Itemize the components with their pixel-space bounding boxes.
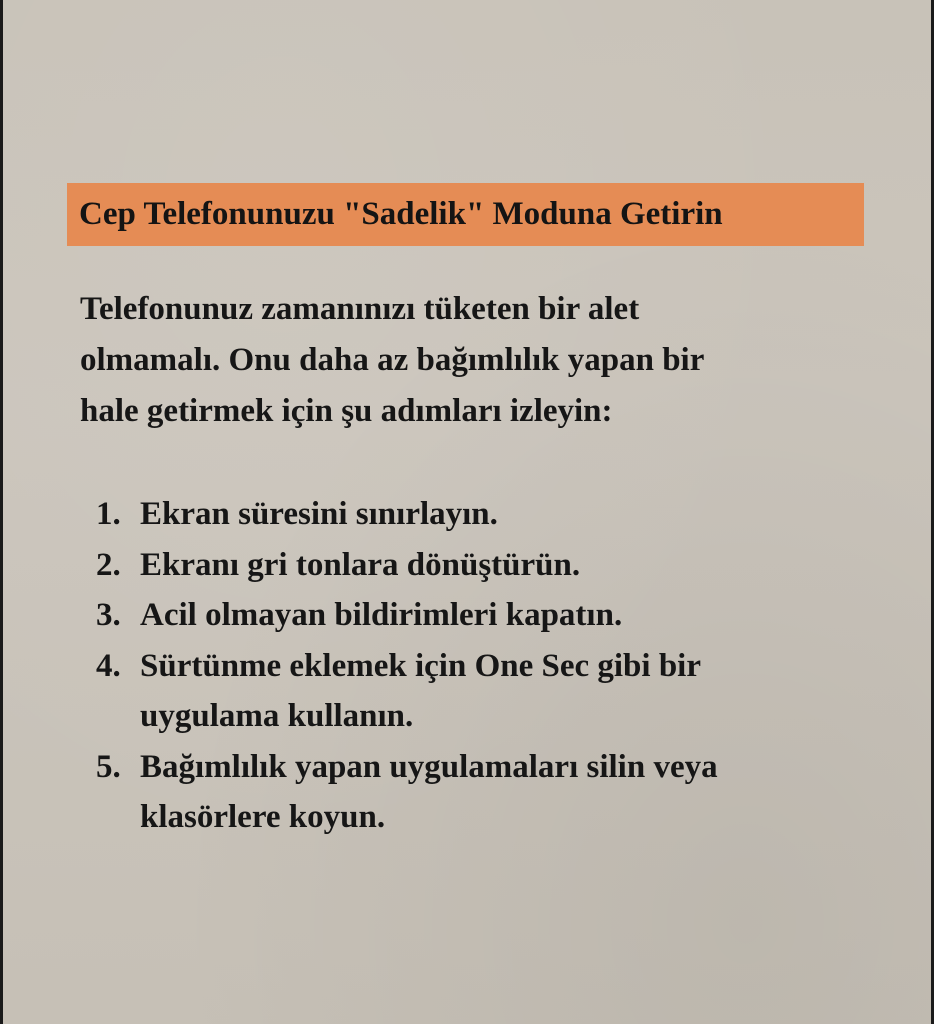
step-number: 2. <box>96 546 121 583</box>
list-item <box>96 489 856 540</box>
list-item <box>96 590 856 641</box>
step-text: Ekranı gri tonlara dönüştürün. <box>140 546 581 583</box>
intro-paragraph <box>80 284 860 437</box>
step-number: 4. <box>96 647 121 684</box>
step-text: Ekran süresini sınırlayın. <box>140 496 498 532</box>
list-item <box>96 742 856 843</box>
step-text-continued: uygulama kullanın. <box>140 698 414 734</box>
list-item <box>96 641 856 742</box>
step-number: 1. <box>96 496 121 532</box>
steps-list <box>96 489 856 843</box>
step-text: Sürtünme eklemek için One Sec gibi bir <box>140 647 701 684</box>
intro-line: olmamalı. Onu daha az bağımlılık yapan bir <box>80 342 705 378</box>
intro-line: Telefonunuz zamanınızı tüketen bir alet <box>80 291 640 327</box>
list-item <box>96 540 856 591</box>
section-heading-highlight <box>67 183 864 246</box>
step-text-continued: klasörlere koyun. <box>140 799 386 835</box>
intro-line: hale getirmek için şu adımları izleyin: <box>80 393 613 429</box>
section-heading: Cep Telefonunuzu "Sadelik" Moduna Getirin <box>79 196 723 232</box>
step-number: 3. <box>96 597 121 633</box>
bleed-through-text <box>883 0 892 30</box>
step-text: Bağımlılık yapan uygulamaları silin veya <box>140 748 718 785</box>
book-page <box>3 0 931 1024</box>
step-text: Acil olmayan bildirimleri kapatın. <box>140 597 623 633</box>
step-number: 5. <box>96 748 121 785</box>
